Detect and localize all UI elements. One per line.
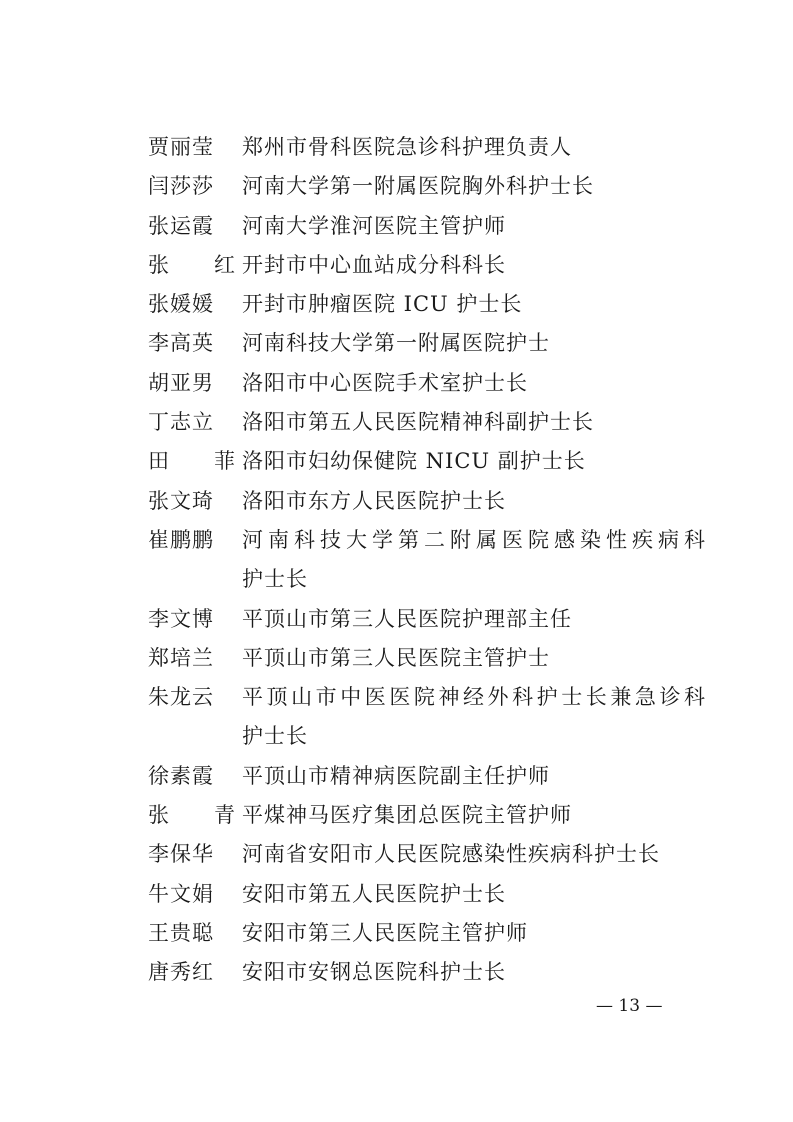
person-name: 李高英: [148, 331, 214, 356]
person-organization: 开封市中心血站成分科科长: [242, 252, 506, 277]
person-organization: 洛阳市第五人民医院精神科副护士长: [242, 410, 594, 435]
person-organization: 平顶山市精神病医院副主任护师: [242, 763, 550, 788]
person-name: 李文博: [148, 606, 214, 631]
person-name: 张 红: [148, 252, 236, 277]
list-item: [148, 600, 708, 639]
list-item: [148, 128, 708, 167]
person-organization: 洛阳市妇幼保健院 NICU 副护士长: [242, 449, 586, 474]
list-item: [148, 442, 708, 481]
person-name: 贾丽莹: [148, 135, 214, 159]
page-number: — 13 —: [596, 996, 663, 1016]
person-organization: 河南大学淮河医院主管护师: [242, 213, 506, 238]
person-name: 张运霞: [148, 213, 214, 238]
list-item: [148, 167, 708, 206]
person-organization: 平顶山市中医医院神经外科护士长兼急诊科: [242, 685, 708, 710]
person-organization-continued: 护士长: [242, 567, 308, 592]
person-name: 牛文娟: [148, 881, 214, 906]
list-item: [148, 324, 708, 363]
person-organization: 开封市肿瘤医院 ICU 护士长: [242, 292, 523, 317]
person-name: 李保华: [148, 842, 214, 867]
list-item: [148, 482, 708, 521]
list-item: [148, 914, 708, 953]
person-name: 朱龙云: [148, 685, 214, 710]
person-name: 闫莎莎: [148, 174, 214, 199]
person-organization: 郑州市骨科医院急诊科护理负责人: [242, 135, 572, 159]
person-name: 郑培兰: [148, 645, 214, 670]
list-item: [148, 207, 708, 246]
person-organization-continued: 护士长: [242, 724, 308, 749]
person-name: 徐素霞: [148, 763, 214, 788]
person-organization: 洛阳市中心医院手术室护士长: [242, 370, 528, 395]
list-item: [148, 521, 708, 560]
list-item: [148, 678, 708, 717]
person-organization: 洛阳市东方人民医院护士长: [242, 488, 506, 513]
person-organization: 河南省安阳市人民医院感染性疾病科护士长: [242, 842, 660, 867]
person-organization: 平煤神马医疗集团总医院主管护师: [242, 803, 572, 828]
person-organization: 平顶山市第三人民医院主管护士: [242, 645, 550, 670]
person-name: 张 青: [148, 803, 236, 828]
person-name: 丁志立: [148, 410, 214, 435]
person-name: 唐秀红: [148, 960, 214, 985]
list-item: [148, 285, 708, 324]
person-organization: 安阳市第五人民医院护士长: [242, 881, 506, 906]
person-name: 胡亚男: [148, 370, 214, 395]
person-organization: 安阳市第三人民医院主管护师: [242, 920, 528, 945]
person-name: 张文琦: [148, 488, 214, 513]
person-organization: 平顶山市第三人民医院护理部主任: [242, 606, 572, 631]
person-organization: 河南科技大学第一附属医院护士: [242, 331, 550, 356]
list-item: [148, 835, 708, 874]
list-item: [148, 953, 708, 992]
list-item: [148, 796, 708, 835]
list-item: [148, 639, 708, 678]
person-organization: 河南科技大学第二附属医院感染性疾病科: [242, 527, 708, 552]
person-name: 王贵聪: [148, 920, 214, 945]
list-item: [148, 364, 708, 403]
list-item: [148, 403, 708, 442]
person-name: 张媛媛: [148, 292, 214, 317]
person-name: 田 菲: [148, 449, 236, 474]
person-organization: 河南大学第一附属医院胸外科护士长: [242, 174, 594, 199]
list-item: [148, 875, 708, 914]
list-item: [148, 246, 708, 285]
list-item: [148, 757, 708, 796]
person-organization: 安阳市安钢总医院科护士长: [242, 960, 506, 985]
person-name: 崔鹏鹏: [148, 527, 214, 552]
personnel-list: [148, 128, 708, 993]
